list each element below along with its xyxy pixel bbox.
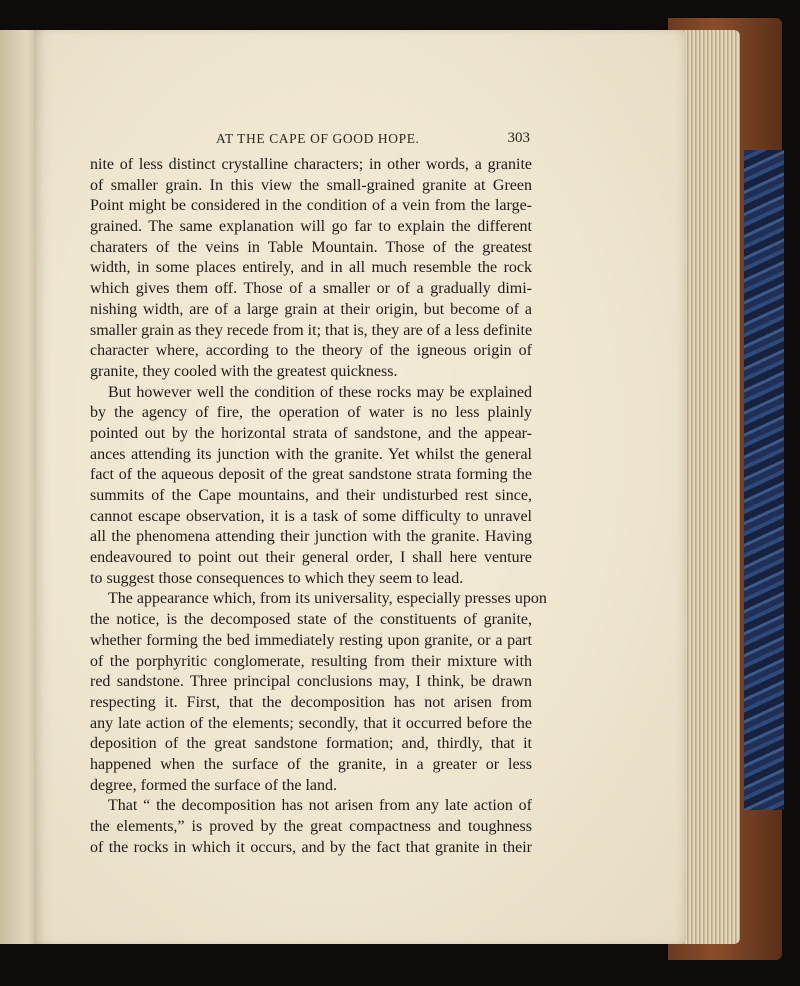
text-line: grained. The same explanation will go far to explain the different xyxy=(90,218,532,236)
body-text xyxy=(90,155,547,858)
text-line: whether forming the bed immediately resting upon granite, or a part xyxy=(90,631,532,649)
text-line: the notice, is the decomposed state of the constituents of granite, xyxy=(90,611,532,629)
text-line: red sandstone. Three principal conclusions may, I think, be drawn xyxy=(90,673,532,691)
text-line: Point might be considered in the condition of a vein from the large- xyxy=(90,197,532,215)
text-line: endeavoured to point out their general order, I shall here venture xyxy=(90,549,532,567)
text-line: by the agency of fire, the operation of water is no less plainly xyxy=(90,404,532,422)
text-line: deposition of the great sandstone formation; and, thirdly, that it xyxy=(90,735,532,753)
text-line: respecting it. First, that the decomposition has not arisen from xyxy=(90,693,532,711)
text-line: width, in some places entirely, and in all much resemble the rock xyxy=(90,259,532,277)
text-line: all the phenomena attending their junction with the granite. Having xyxy=(90,528,532,546)
text-line: of smaller grain. In this view the small-grained granite at Green xyxy=(90,176,532,194)
text-line: cannot escape observation, it is a task of some difficulty to unravel xyxy=(90,507,532,525)
text-line: charaters of the veins in Table Mountain. Those of the greatest xyxy=(90,238,532,256)
text-line: character where, according to the theory of the igneous origin of xyxy=(90,342,532,360)
text-line: of the porphyritic conglomerate, resulting from their mixture with xyxy=(90,652,532,670)
text-line: smaller grain as they recede from it; that is, they are of a less definite xyxy=(90,321,533,339)
text-line: to suggest those consequences to which they seem to lead. xyxy=(90,569,464,587)
text-line: pointed out by the horizontal strata of sandstone, and the appear- xyxy=(90,424,532,442)
text-line: But however well the condition of these rocks may be explained xyxy=(108,383,532,401)
text-line: The appearance which, from its universality, especially presses upon xyxy=(108,590,547,608)
text-line: the elements,” is proved by the great compactness and toughness xyxy=(90,818,532,835)
text-line: which gives them off. Those of a smaller or of a gradually dimi- xyxy=(90,280,532,298)
text-line: ances attending its junction with the granite. Yet whilst the general xyxy=(90,445,532,463)
page-edges xyxy=(680,30,740,944)
text-line: fact of the aqueous deposit of the great sandstone strata forming the xyxy=(90,466,532,484)
running-head: AT THE CAPE OF GOOD HOPE. xyxy=(216,131,420,146)
text-line: degree, formed the surface of the land. xyxy=(90,776,337,794)
text-line: happened when the surface of the granite, in a greater or less xyxy=(90,755,532,773)
text-line: nishing width, are of a large grain at their origin, but become of a xyxy=(90,300,532,318)
text-line: nite of less distinct crystalline characters; in other words, a granite xyxy=(90,156,532,173)
page-number: 303 xyxy=(507,130,530,146)
facing-page-edge xyxy=(0,30,38,944)
text-line: summits of the Cape mountains, and their undisturbed rest since, xyxy=(90,487,532,504)
text-line: any late action of the elements; secondly, that it occurred before the xyxy=(90,714,532,732)
marbled-endpaper xyxy=(744,150,784,810)
text-line: That “ the decomposition has not arisen from any late action of xyxy=(108,797,532,815)
text-line: of the rocks in which it occurs, and by the fact that granite in their xyxy=(90,838,532,856)
text-line: granite, they cooled with the greatest quickness. xyxy=(90,362,398,380)
